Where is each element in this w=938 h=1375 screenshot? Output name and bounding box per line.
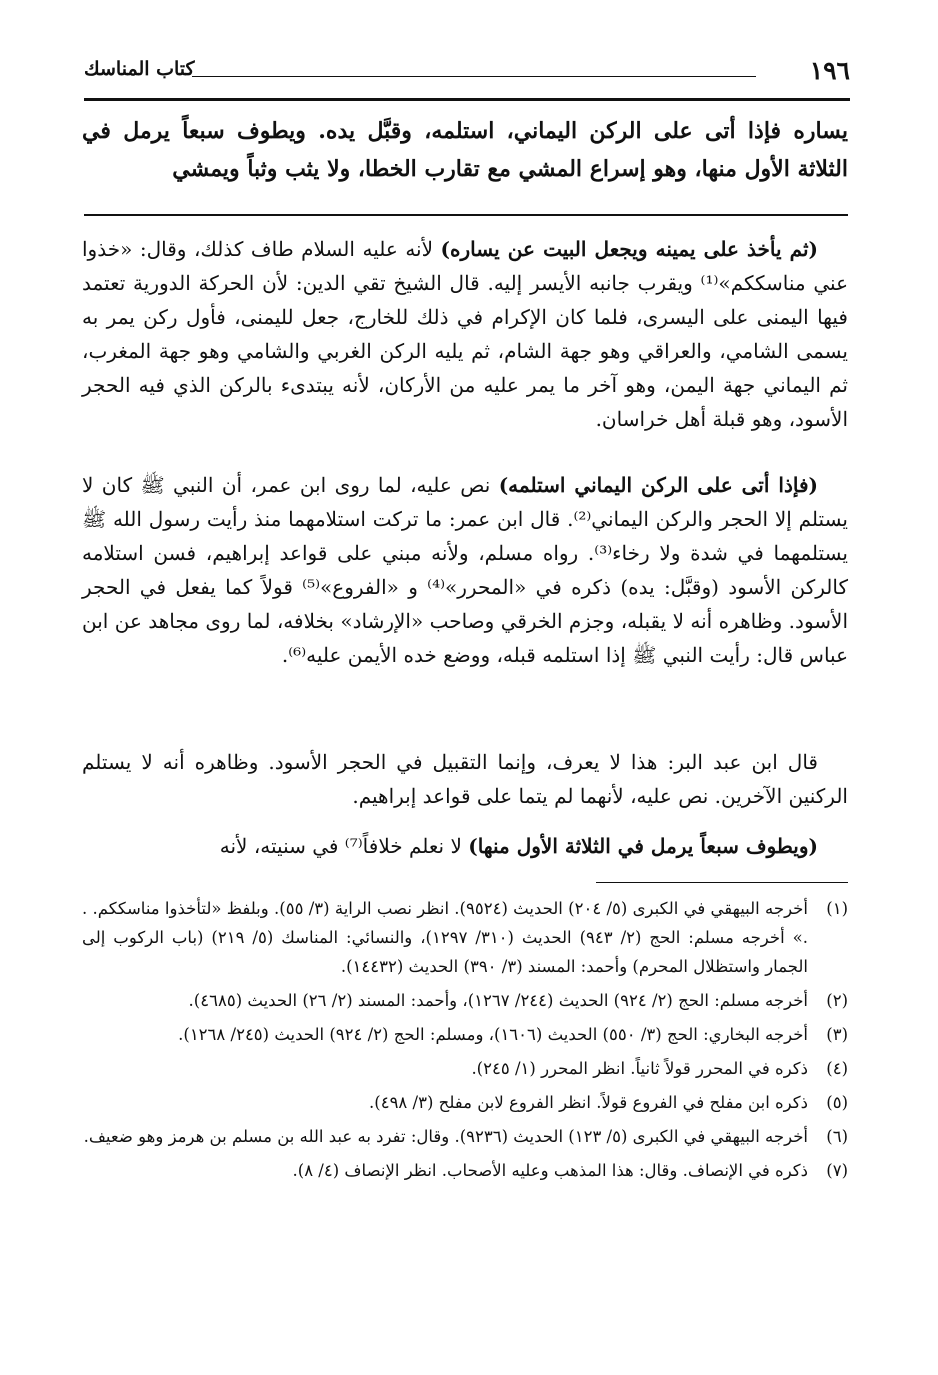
footnote-number: (٦) xyxy=(826,1127,848,1146)
footnote xyxy=(82,1156,848,1185)
footnote-text: أخرجه البيهقي في الكبرى (٥/ ١٢٣) الحديث (٩٢٣٦). وقال: تفرد به عبد الله بن مسلم بن هرمز وهو ضعيف. xyxy=(83,1127,808,1146)
commentary-para-2 xyxy=(82,468,848,672)
footnote-number: (٧) xyxy=(826,1161,848,1180)
commentary-text: نص عليه، لما روى ابن عمر، أن النبي ﷺ كان لا يستلم إلا الحجر والركن اليماني⁽²⁾. قال ابن عمر: ما تركت استلامهما منذ رأيت رسول الله ﷺ يستلمهما في شدة ولا رخاء⁽³⁾. رواه مسلم، ولأنه مبني على قواعد إبراهيم، فسن استلامه كالركن الأسود (وقبَّل: يده) ذكره في «المحرر»⁽⁴⁾ و «الفروع»⁽⁵⁾ قولاً كما يفعل في الحجر الأسود. وظاهره أنه لا يقبله، وجزم الخرقي وصاحب «الإرشاد» بخلافه، لما روى مجاهد عن ابن عباس قال: رأيت النبي ﷺ إذا استلمه قبله، ووضع خده الأيمن عليه⁽⁶⁾. xyxy=(82,473,848,667)
footnote-number: (٤) xyxy=(826,1059,848,1078)
footnote-number: (٢) xyxy=(826,991,848,1010)
matn-divider xyxy=(84,214,848,216)
footnote-number: (٣) xyxy=(826,1025,848,1044)
footnote xyxy=(82,1122,848,1151)
footnote-text: ذكره ابن مفلح في الفروع قولاً. انظر الفروع لابن مفلح (٣/ ٤٩٨). xyxy=(369,1093,808,1112)
page-number: ١٩٦ xyxy=(809,56,850,85)
commentary-para-1 xyxy=(82,232,848,436)
footnote-text: ذكره في الإنصاف. وقال: هذا المذهب وعليه الأصحاب. انظر الإنصاف (٤/ ٨). xyxy=(292,1161,808,1180)
header-rule xyxy=(192,76,756,77)
commentary-heading: (فإذا أتى على الركن اليماني استلمه) xyxy=(498,473,819,497)
footnote-text: ذكره في المحرر قولاً ثانياً. انظر المحرر (١/ ٢٤٥). xyxy=(471,1059,808,1078)
footnotes xyxy=(82,894,848,1190)
matn-text: يساره فإذا أتى على الركن اليماني، استلمه، وقبَّل يده. ويطوف سبعاً يرمل في الثلاثة الأول منها، وهو إسراع المشي مع تقارب الخطا، ولا يثب وثباً ويمشي xyxy=(82,118,848,182)
commentary-heading: (ويطوف سبعاً يرمل في الثلاثة الأول منها) xyxy=(468,834,818,858)
footnote-number: (٥) xyxy=(826,1093,848,1112)
footnote xyxy=(82,894,848,981)
commentary-heading: (ثم يأخذ على يمينه ويجعل البيت عن يساره) xyxy=(440,237,818,261)
commentary-text: لا نعلم خلافاً⁽⁷⁾ في سنيته، لأنه xyxy=(219,834,469,858)
footnote-number: (١) xyxy=(826,899,848,918)
commentary-text: لأنه عليه السلام طاف كذلك، وقال: «خذوا عني مناسككم»⁽¹⁾ ويقرب جانبه الأيسر إليه. قال الشيخ تقي الدين: لأن الحركة الدورية تعتمد فيها اليمنى على اليسرى، فلما كان الإكرام في ذلك للخارج، جعل لليمنى، فأول ركن يمر به يسمى الشامي، والعراقي وهو جهة الشام، ثم يليه الركن الغربي والشامي وهو جهة المغرب، ثم اليماني جهة اليمن، وهو آخر ما يمر عليه من الأركان، لأنه يبتدىء بالركن الذي فيه الحجر الأسود، وهو قبلة أهل خراسان. xyxy=(82,237,848,431)
commentary-para-4 xyxy=(82,829,848,863)
footnote xyxy=(82,1088,848,1117)
page-header xyxy=(84,52,850,101)
footnote-text: أخرجه البيهقي في الكبرى (٥/ ٢٠٤) الحديث (٩٥٢٤). انظر نصب الراية (٣/ ٥٥). وبلفظ «لتأخذوا مناسككم. . .» أخرجه مسلم: الحج (٢/ ٩٤٣) الحديث (٣١٠/ ١٢٩٧)، والنسائي: المناسك (٥/ ٢١٩) (باب الركوب إلى الجمار واستظلال المحرم) وأحمد: المسند (٣/ ٣٩٠) الحديث (١٤٤٣٢). xyxy=(82,899,808,976)
footnote xyxy=(82,1054,848,1083)
commentary-text: قال ابن عبد البر: هذا لا يعرف، وإنما التقبيل في الحجر الأسود. وظاهره أنه لا يستلم الركنين الآخرين. نص عليه، لأنهما لم يتما على قواعد إبراهيم. xyxy=(82,750,848,808)
commentary-para-3 xyxy=(82,745,848,813)
footnote-rule xyxy=(596,882,848,883)
footnote-text: أخرجه البخاري: الحج (٣/ ٥٥٠) الحديث (١٦٠٦)، ومسلم: الحج (٢/ ٩٢٤) الحديث (٢٤٥/ ١٢٦٨). xyxy=(178,1025,808,1044)
footnote xyxy=(82,986,848,1015)
footnote xyxy=(82,1020,848,1049)
book-title: كتاب المناسك xyxy=(84,58,195,80)
footnote-text: أخرجه مسلم: الحج (٢/ ٩٢٤) الحديث (٢٤٤/ ١٢٦٧)، وأحمد: المسند (٢/ ٢٦) الحديث (٤٦٨٥). xyxy=(188,991,808,1010)
